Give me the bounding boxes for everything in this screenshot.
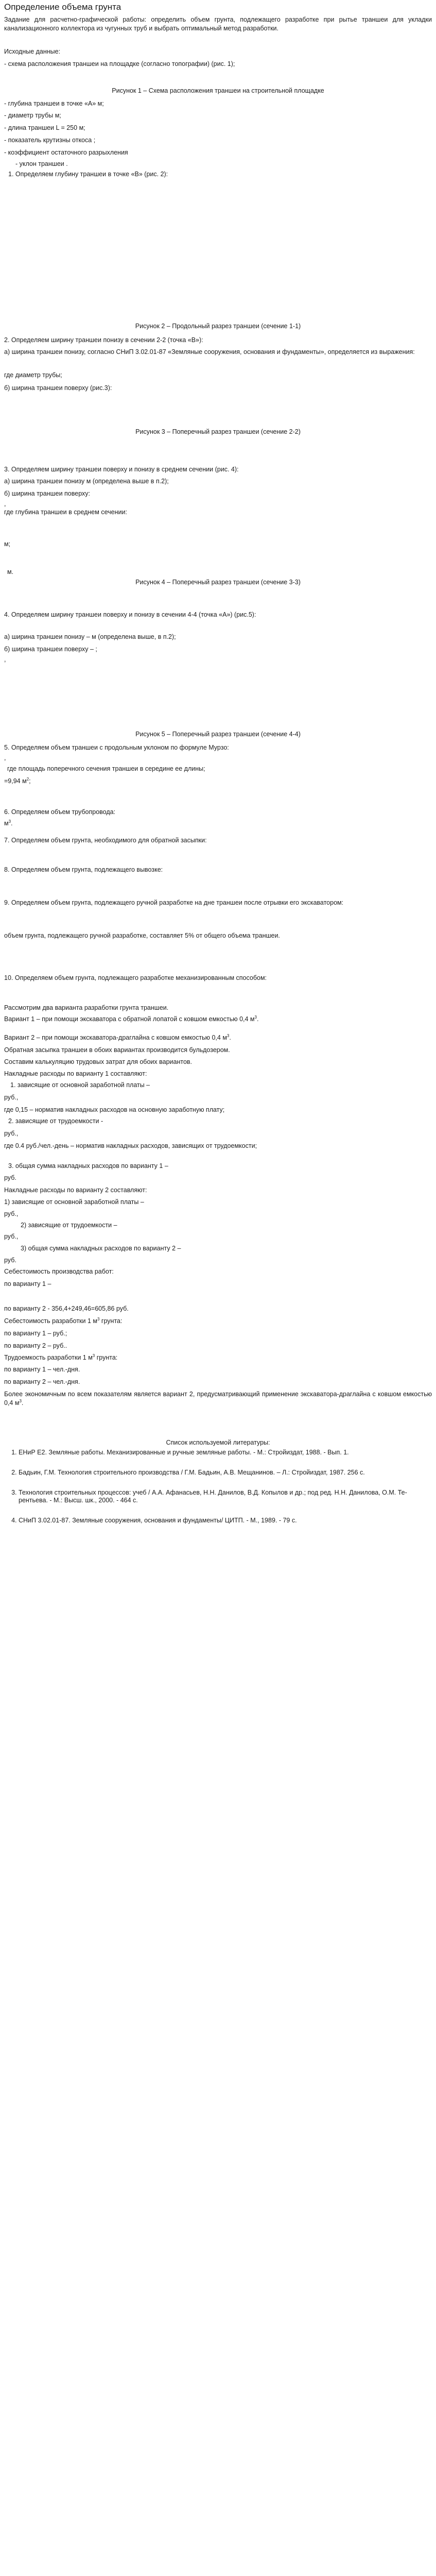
reference-item: 2. Бадьин, Г.М. Технология строительного производства / Г.М. Бадьин, А.В. Мещанинов. – Л.: Стройиздат, 1987. 256 с. (19, 1469, 432, 1477)
step-2b: б) ширина траншеи поверху (рис.3): (4, 384, 112, 392)
paragraph: Себестоимость производства работ: (4, 1268, 114, 1275)
step-3a: а) ширина траншеи понизу м (определена выше в п.2); (4, 478, 169, 485)
unit-label: $м^3$. (4, 819, 13, 827)
paragraph: Вариант 2 – при помощи экскаватора-драглайна с ковшом емкостью 0,4 $м^3$. (4, 1033, 231, 1041)
initial-data-item: - схема расположения траншеи на площадке (согласно топографии) (рис. 1); (4, 60, 235, 67)
value: руб., (4, 1233, 19, 1240)
page-title: Определение объема грунта (4, 2, 121, 12)
figure-caption: Рисунок 4 – Поперечный разрез траншеи (сечение 3-3) (135, 579, 301, 586)
paragraph: где 0.4 руб./чел.-день – норматив накладных расходов, зависящих от трудоемкости; (4, 1142, 257, 1149)
paragraph: Вариант 1 – при помощи экскаватора с обратной лопатой с ковшом емкостью 0,4 $м^3$. (4, 1014, 259, 1023)
paragraph: Обратная засыпка траншеи в обоих вариантах производится бульдозером. (4, 1046, 230, 1054)
references-list (4, 1449, 432, 1537)
initial-data-heading: Исходные данные: (4, 48, 61, 55)
area-value: =9,94 $м^2$; (4, 776, 31, 785)
paragraph: Трудоемкость разработки 1 $м^3$ грунта: (4, 1353, 118, 1361)
list-item: 1. зависящие от основной заработной платы – (10, 1081, 150, 1089)
paragraph: Рассмотрим два варианта разработки грунта траншеи. (4, 1004, 169, 1011)
value: руб., (4, 1094, 19, 1101)
initial-data-item: - длина траншеи L = 250 м; (4, 124, 85, 131)
step-3-where: где глубина траншеи в среднем сечении: (4, 509, 127, 516)
paragraph: Составим калькуляцию трудовых затрат для обоих вариантов. (4, 1058, 193, 1065)
list-item: 3. общая сумма накладных расходов по варианту 1 – (8, 1162, 168, 1170)
paragraph: по варианту 2 - 356,4+249,46=605,86 руб. (4, 1305, 129, 1312)
value: руб. (4, 1174, 16, 1181)
step-6: 6. Определяем объем трубопровода: (4, 808, 116, 816)
step-4b: б) ширина траншеи поверху – ; (4, 646, 97, 653)
paragraph: Накладные расходы по варианту 2 составляют: (4, 1187, 147, 1194)
initial-data-item: - коэффициент остаточного разрыхления (4, 149, 128, 156)
paragraph: где 0,15 – норматив накладных расходов на основную заработную плату; (4, 1106, 225, 1113)
reference-item: 3. Технология строительных процессов: учеб / А.А. Афанасьев, Н.Н. Данилов, В.Д. Копылов и др.; под ред. Н.Н. Данилова, О.М. Те-рентьева. - М.: Высш. шк., 2000. - 464 с. (19, 1489, 432, 1504)
step-7: 7. Определяем объем грунта, необходимого для обратной засыпки: (4, 837, 207, 844)
step-8: 8. Определяем объем грунта, подлежащего вывозке: (4, 866, 163, 873)
step-2a: а) ширина траншеи понизу, согласно СНиП 3.02.01-87 «Земляные сооружения, основания и фундаменты», определяется из выражения: (4, 348, 415, 355)
step-9: 9. Определяем объем грунта, подлежащего ручной разработке на дне траншеи после отрывки его экскаватором: (4, 899, 344, 906)
figure-caption: Рисунок 2 – Продольный разрез траншеи (сечение 1-1) (135, 323, 301, 330)
figure-caption: Рисунок 3 – Поперечный разрез траншеи (сечение 2-2) (135, 428, 301, 435)
unit-label: м; (4, 540, 11, 548)
step-5-where: где площадь поперечного сечения траншеи в середине ее длины; (7, 765, 205, 772)
references-heading: Список используемой литературы: (166, 1439, 270, 1446)
initial-data-item: - уклон траншеи . (15, 160, 68, 167)
step-4: 4. Определяем ширину траншеи поверху и понизу в сечении 4-4 (точка «А») (рис.5): (4, 611, 256, 618)
step-3: 3. Определяем ширину траншеи поверху и понизу в среднем сечении (рис. 4): (4, 466, 239, 473)
comma: , (4, 754, 6, 761)
step-10: 10. Определяем объем грунта, подлежащего разработке механизированным способом: (4, 974, 267, 981)
value: руб. (4, 1257, 16, 1264)
reference-item: 1. ЕНиР Е2. Земляные работы. Механизированные и ручные земляные работы. - М.: Стройиздат, 1988. - Вып. 1. (19, 1449, 432, 1456)
value: руб., (4, 1130, 19, 1137)
list-item: 2. зависящие от трудоемкости - (8, 1117, 103, 1125)
list-item: 3) общая сумма накладных расходов по варианту 2 – (21, 1245, 181, 1252)
paragraph: по варианту 1 – руб.; (4, 1330, 67, 1337)
reference-item: 4. СНиП 3.02.01-87. Земляные сооружения, основания и фундаменты/ ЦИТП. - М., 1989. - 79 с. (19, 1517, 432, 1524)
task-description: Задание для расчетно-графической работы: определить объем грунта, подлежащего разработке при рытье траншеи для укладки канализационного коллектора из чугунных труб и выбрать оптимальный метод разработки. (4, 16, 432, 32)
paragraph: по варианту 1 – чел.-дня. (4, 1366, 80, 1373)
list-item: 1) зависящие от основной заработной платы – (4, 1198, 144, 1206)
step-1: 1. Определяем глубину траншеи в точке «В» (рис. 2): (8, 171, 168, 178)
unit-label: м. (7, 568, 14, 575)
list-item: 2) зависящие от трудоемкости – (21, 1222, 117, 1229)
initial-data-item: - показатель крутизны откоса ; (4, 137, 96, 144)
step-5: 5. Определяем объем траншеи с продольным уклоном по формуле Мурзо: (4, 744, 229, 751)
figure-caption: Рисунок 1 – Схема расположения траншеи на строительной площадке (112, 87, 324, 94)
value: руб., (4, 1210, 19, 1217)
step-2: 2. Определяем ширину траншеи понизу в сечении 2-2 (точка «В»): (4, 336, 203, 344)
conclusion: Более экономичным по всем показателям является вариант 2, предусматривающий применение экскаватора-драглайна с ковшом емкостью 0,4 $м^3$. (4, 1391, 432, 1406)
step-9-result: объем грунта, подлежащего ручной разработке, составляет 5% от общего объема траншеи. (4, 932, 280, 939)
initial-data-item: - диаметр трубы м; (4, 112, 61, 119)
figure-caption: Рисунок 5 – Поперечный разрез траншеи (сечение 4-4) (135, 731, 301, 738)
comma: , (4, 500, 6, 507)
step-3b: б) ширина траншеи поверху: (4, 490, 90, 497)
paragraph: Накладные расходы по варианту 1 составляют: (4, 1070, 147, 1077)
paragraph: по варианту 1 – (4, 1280, 51, 1287)
step-4a: а) ширина траншеи понизу – м (определена выше, в п.2); (4, 633, 176, 640)
paragraph: по варианту 2 – чел.-дня. (4, 1378, 80, 1385)
paragraph: Себестоимость разработки 1 $м^3$ грунта: (4, 1316, 123, 1325)
comma: , (4, 656, 6, 663)
paragraph: по варианту 2 – руб.. (4, 1342, 67, 1349)
initial-data-item: - глубина траншеи в точке «А» м; (4, 100, 104, 107)
step-2-where: где диаметр трубы; (4, 371, 62, 379)
